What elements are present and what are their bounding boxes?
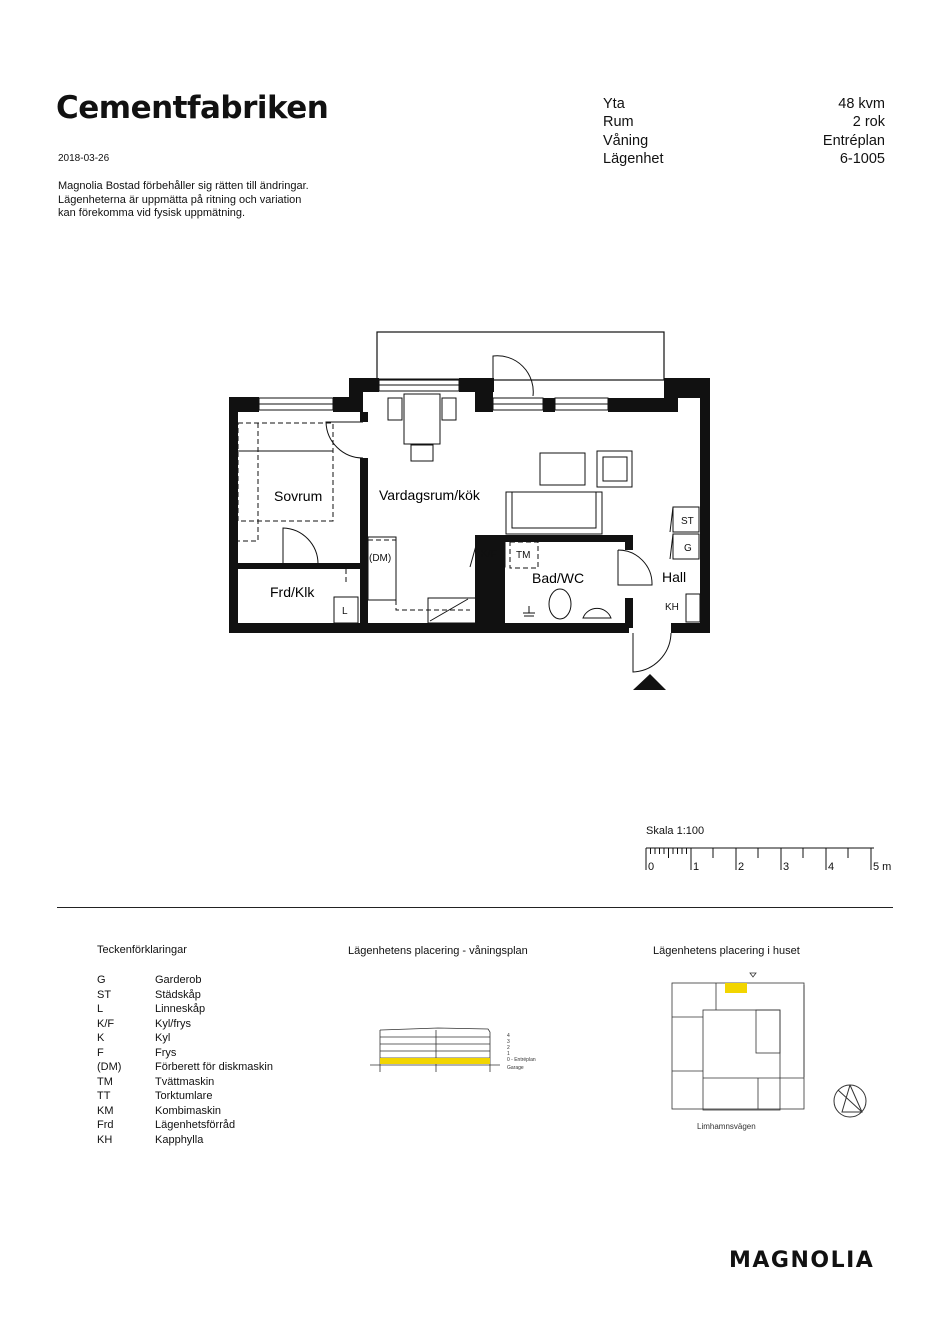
room-label-hall: Hall: [662, 569, 687, 585]
legend-key: F: [97, 1046, 104, 1059]
fact-value: 2 rok: [852, 114, 885, 131]
room-label-vardagsrum: Vardagsrum/kök: [379, 487, 480, 503]
fact-value: Entréplan: [822, 132, 885, 149]
legend-key: KM: [97, 1104, 114, 1117]
tag-st: ST: [681, 516, 694, 527]
room-label-frd: Frd/Klk: [270, 584, 315, 600]
highlight-floor: [380, 1058, 490, 1064]
scale-label: 4: [828, 861, 835, 873]
fact-label: Rum: [603, 114, 634, 131]
brand-logo: MAGNOLIA: [729, 1248, 875, 1273]
legend-key: ST: [97, 988, 112, 1001]
fact-label: Våning: [603, 132, 649, 149]
floor-label: 4: [507, 1033, 510, 1039]
tag-dm: (DM): [369, 553, 392, 564]
house-placement-title: Lägenhetens placering i huset: [653, 945, 800, 957]
tag-kf: K/F: [481, 549, 497, 560]
legend-value: Förberett för diskmaskin: [155, 1061, 273, 1073]
entrance-arrow: [633, 674, 666, 690]
furniture-solid: [334, 394, 700, 623]
floor-label: 0 - Entréplan: [507, 1057, 536, 1063]
fact-label: Lägenhet: [603, 150, 664, 167]
legend-key: G: [97, 974, 106, 986]
floor-label: Garage: [507, 1065, 524, 1071]
legend-key: K: [97, 1032, 105, 1044]
legend-key: K/F: [97, 1017, 115, 1030]
legend-title: Teckenförklaringar: [97, 944, 187, 956]
scale-label: 1: [693, 861, 700, 873]
legend-item: [97, 1017, 273, 1032]
legend-item: [97, 1133, 273, 1148]
legend-key: Frd: [97, 1119, 114, 1131]
tag-tm: TM: [516, 550, 531, 561]
floor-label: 3: [507, 1039, 510, 1045]
legend-value: Städskåp: [155, 988, 201, 1001]
scale-label: 3: [783, 861, 790, 873]
floor-placement-title: Lägenhetens placering - våningsplan: [348, 945, 528, 957]
tag-g: G: [684, 543, 692, 554]
legend-item: [97, 1089, 273, 1104]
scale-label: 0: [648, 861, 655, 873]
street-label: Limhamnsvägen: [697, 1122, 756, 1131]
disclaimer-line: Magnolia Bostad förbehåller sig rätten till ändringar.: [58, 180, 309, 192]
legend-item: [97, 1104, 273, 1119]
legend-key: KH: [97, 1133, 113, 1146]
room-label-sovrum: Sovrum: [274, 488, 323, 504]
highlight-apartment: [725, 983, 747, 993]
fact-value: 48 kvm: [838, 96, 885, 112]
legend-item: [97, 973, 273, 988]
legend-item: [97, 1075, 273, 1090]
scale-bar: [640, 842, 900, 876]
tag-kh: KH: [665, 602, 679, 613]
legend-item: [97, 1031, 273, 1046]
legend-key: L: [97, 1003, 104, 1015]
fact-value: 6-1005: [839, 150, 885, 167]
legend-key: (DM): [97, 1061, 122, 1073]
legend-value: Kyl/frys: [155, 1017, 192, 1030]
legend-item: [97, 1002, 273, 1017]
legend-item: [97, 1118, 273, 1133]
scale-label: 2: [738, 861, 745, 873]
legend-key: TM: [97, 1075, 113, 1088]
drawing-date: 2018-03-26: [58, 153, 110, 164]
scale-label: 5 m: [873, 861, 892, 873]
legend-value: Kapphylla: [155, 1133, 204, 1146]
balcony: [377, 332, 664, 380]
legend-value: Linneskåp: [155, 1003, 206, 1015]
legend-value: Frys: [155, 1046, 177, 1059]
disclaimer-line: Lägenheterna är uppmätta på ritning och variation: [58, 193, 302, 206]
legend-value: Lägenhetsförråd: [155, 1119, 236, 1131]
divider: [57, 907, 893, 908]
legend-item: [97, 1046, 273, 1061]
legend-value: Garderob: [155, 974, 202, 986]
scale-title: Skala 1:100: [646, 825, 705, 837]
legend-value: Torktumlare: [155, 1090, 213, 1102]
tag-l: L: [342, 606, 348, 617]
legend-item: [97, 1060, 273, 1075]
house-site-plan: [660, 965, 880, 1140]
floor-label: 2: [507, 1045, 510, 1051]
legend-key: TT: [97, 1090, 111, 1102]
project-title: Cementfabriken: [56, 90, 329, 126]
legend-value: Kombimaskin: [155, 1104, 222, 1117]
room-label-bad: Bad/WC: [532, 570, 585, 586]
legend-item: [97, 988, 273, 1003]
fact-label: Yta: [603, 96, 625, 112]
compass-icon: [834, 1085, 866, 1117]
legend-value: Tvättmaskin: [155, 1075, 215, 1088]
legend-list: [97, 973, 273, 1147]
disclaimer-line: kan förekomma vid fysisk uppmätning.: [58, 207, 246, 219]
floor-section-diagram: [368, 1020, 558, 1080]
floor-label: 1: [507, 1051, 510, 1057]
legend-value: Kyl: [155, 1032, 171, 1044]
